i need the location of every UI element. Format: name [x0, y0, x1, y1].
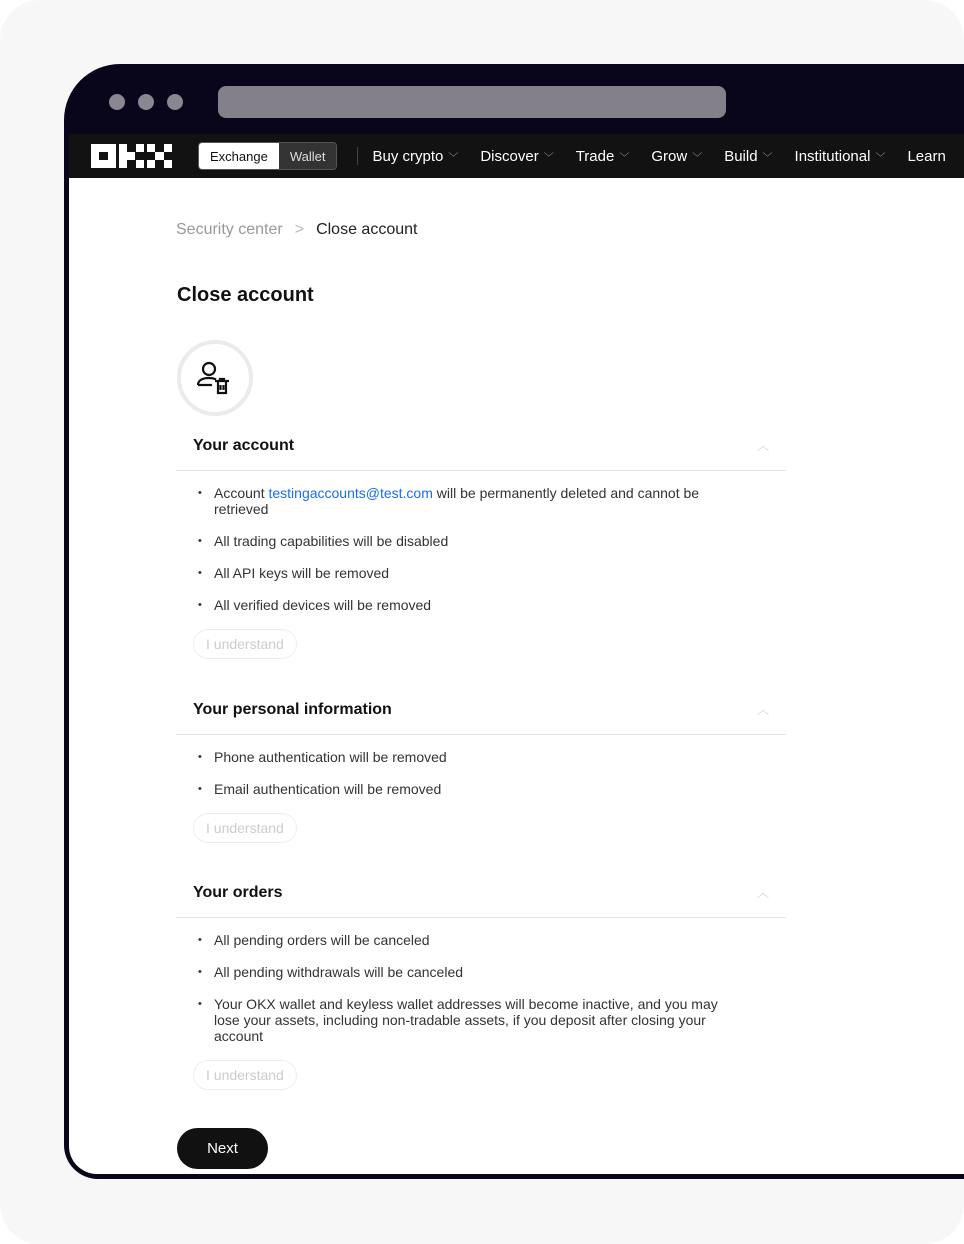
window-controls: [109, 94, 183, 110]
menu-learn[interactable]: [907, 148, 945, 165]
list-item: • All API keys will be removed: [198, 565, 786, 581]
main-menu: [372, 148, 945, 165]
i-understand-button[interactable]: I understand: [193, 629, 297, 659]
menu-build[interactable]: [724, 148, 772, 165]
page-title: Close account: [177, 284, 314, 306]
menu-label: Trade: [575, 147, 615, 165]
menu-discover[interactable]: [480, 148, 553, 165]
list-item: • Phone authentication will be removed: [198, 749, 786, 765]
section-title: Your account: [193, 436, 295, 454]
page-content: [69, 178, 964, 1174]
section-title: Your orders: [193, 883, 283, 901]
section-personal-information: [176, 685, 786, 843]
consequence-list: [176, 918, 786, 1044]
account-email-link[interactable]: testingaccounts@test.com: [268, 485, 433, 501]
section-header[interactable]: [176, 685, 786, 735]
menu-label: Grow: [651, 147, 688, 165]
menu-label: Buy crypto: [372, 147, 444, 165]
item-text: will be permanently deleted and cannot be retrieved: [214, 485, 700, 517]
divider: [357, 147, 358, 165]
chevron-up-icon[interactable]: ︿: [756, 886, 769, 900]
section-header[interactable]: [176, 868, 786, 918]
section-title: Your personal information: [193, 700, 392, 718]
delete-user-icon: [177, 340, 253, 416]
menu-label: Discover: [480, 147, 539, 165]
consequence-list: [176, 471, 786, 613]
section-header[interactable]: [176, 421, 786, 471]
list-item: • All verified devices will be removed: [198, 597, 786, 613]
list-item: • All pending orders will be canceled: [198, 932, 786, 948]
chevron-down-icon: ﹀: [448, 152, 459, 164]
chevron-up-icon[interactable]: ︿: [756, 439, 769, 453]
consequence-list: [176, 735, 786, 797]
window-dot[interactable]: [167, 94, 183, 110]
chevron-down-icon: ﹀: [543, 152, 554, 164]
menu-label: Build: [724, 147, 758, 165]
i-understand-button[interactable]: I understand: [193, 1060, 297, 1090]
chevron-down-icon: ﹀: [762, 152, 773, 164]
menu-label: Institutional: [794, 147, 871, 165]
tab-exchange[interactable]: Exchange: [199, 143, 279, 169]
address-bar[interactable]: [218, 86, 726, 118]
chevron-up-icon[interactable]: ︿: [756, 703, 769, 717]
window-dot[interactable]: [109, 94, 125, 110]
section-your-account: [176, 421, 786, 659]
next-button[interactable]: Next: [177, 1128, 268, 1169]
chevron-down-icon: ﹀: [692, 152, 703, 164]
list-item: • Your OKX wallet and keyless wallet addresses will become inactive, and you may lose your assets, including non-tradable assets, if you deposit after closing your account: [198, 996, 786, 1044]
top-nav: [69, 134, 964, 178]
chevron-down-icon: ﹀: [875, 152, 886, 164]
menu-trade[interactable]: [576, 148, 630, 165]
chevron-right-icon: >: [294, 221, 305, 238]
section-your-orders: [176, 868, 786, 1090]
list-item: • All trading capabilities will be disabled: [198, 533, 786, 549]
exchange-wallet-toggle: [198, 142, 337, 170]
list-item: • Email authentication will be removed: [198, 781, 786, 797]
window-dot[interactable]: [138, 94, 154, 110]
list-item: • All pending withdrawals will be canceled: [198, 964, 786, 980]
menu-buy-crypto[interactable]: [372, 148, 458, 165]
breadcrumb-security-center[interactable]: Security center: [176, 221, 283, 238]
menu-grow[interactable]: [651, 148, 702, 165]
menu-institutional[interactable]: [795, 148, 886, 165]
okx-logo[interactable]: [91, 144, 172, 168]
menu-label: Learn: [907, 147, 946, 165]
breadcrumb: [176, 221, 417, 239]
list-item: [198, 485, 786, 517]
item-text: Account: [214, 485, 269, 501]
browser-frame: [64, 64, 964, 1179]
breadcrumb-current: Close account: [316, 221, 418, 238]
i-understand-button[interactable]: I understand: [193, 813, 297, 843]
tab-wallet[interactable]: Wallet: [279, 143, 337, 169]
chevron-down-icon: ﹀: [619, 152, 630, 164]
